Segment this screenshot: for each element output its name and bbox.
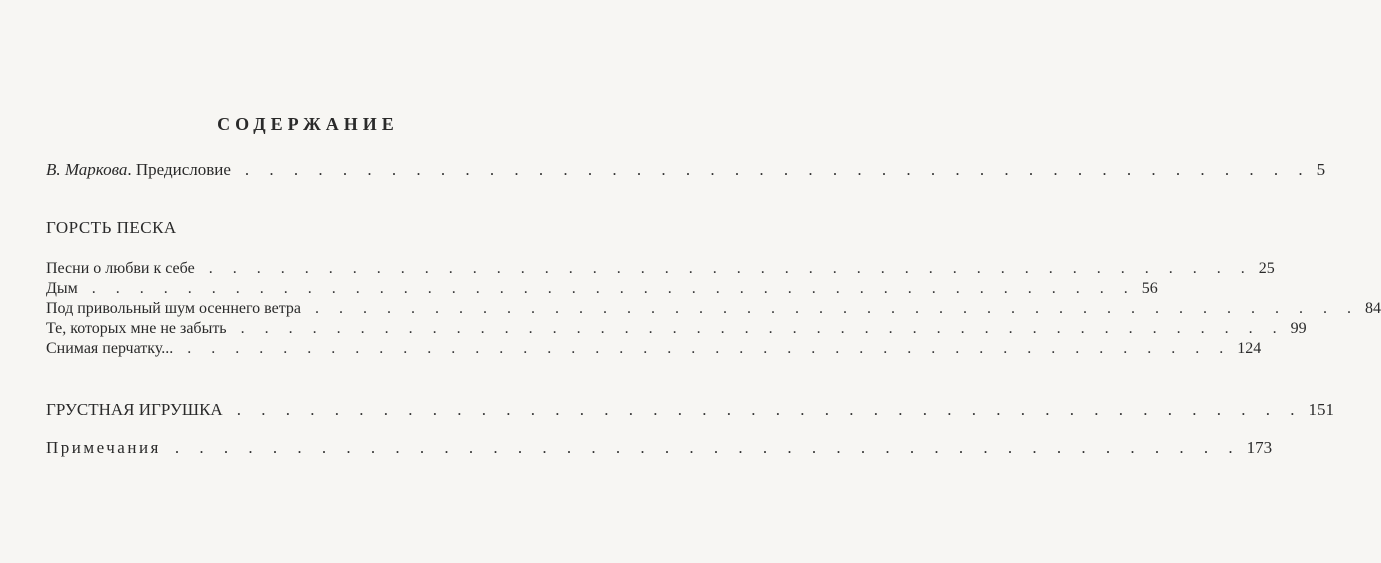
- toc-entry[interactable]: [46, 280, 1158, 300]
- toc-entry[interactable]: [46, 300, 1381, 320]
- toc-entry-label: Дым: [46, 280, 78, 297]
- toc-entry-page: 25: [1258, 260, 1275, 277]
- toc-entry-page: 84: [1365, 300, 1381, 317]
- preface-label: . Предисловие: [127, 160, 231, 179]
- toc-entry-page: 5: [1316, 160, 1326, 179]
- toc-entry-page: 56: [1141, 280, 1158, 297]
- toc-entry-label: Те, которых мне не забыть: [46, 320, 227, 337]
- leader-dots: . . . . . . . . . . . . . . . . . . . . . . . . . . . . . . . . . . . . . . . . . . . .: [244, 160, 1311, 179]
- leader-dots: . . . . . . . . . . . . . . . . . . . . . . . . . . . . . . . . . . . . . . . . . . . .: [236, 400, 1303, 419]
- toc-entry-grustnaya-igrushka[interactable]: [46, 400, 1334, 420]
- toc-title: СОДЕРЖАНИЕ: [217, 114, 399, 134]
- toc-entry[interactable]: [46, 260, 1275, 280]
- toc-entry-label: [46, 160, 231, 180]
- toc-entry-page: 151: [1308, 400, 1334, 419]
- toc-entry-label: Песни о любви к себе: [46, 260, 195, 277]
- toc-entry-label: Примечания: [46, 438, 161, 457]
- toc-entry-page: 173: [1246, 438, 1273, 457]
- toc-entry-label: ГРУСТНАЯ ИГРУШКА: [46, 400, 223, 419]
- leader-dots: . . . . . . . . . . . . . . . . . . . . . . . . . . . . . . . . . . . . . . . . . . . .: [315, 300, 1360, 317]
- toc-entry-label: Снимая перчатку...: [46, 340, 174, 357]
- toc-entry-preface[interactable]: [46, 160, 1326, 180]
- toc-entry-label: Под привольный шум осеннего ветра: [46, 300, 302, 317]
- toc-entry-notes[interactable]: [46, 438, 1273, 458]
- toc-entry[interactable]: [46, 320, 1307, 340]
- preface-author: В. Маркова: [46, 160, 128, 179]
- leader-dots: . . . . . . . . . . . . . . . . . . . . . . . . . . . . . . . . . . . . . . . . . . . .: [208, 260, 1253, 277]
- leader-dots: . . . . . . . . . . . . . . . . . . . . . . . . . . . . . . . . . . . . . . . . . . . .: [174, 438, 1241, 457]
- leader-dots: . . . . . . . . . . . . . . . . . . . . . . . . . . . . . . . . . . . . . . . . . . . .: [91, 280, 1136, 297]
- section-heading-gorst-peska: ГОРСТЬ ПЕСКА: [46, 218, 177, 237]
- toc-entry-page: 99: [1290, 320, 1307, 337]
- toc-entry[interactable]: [46, 340, 1262, 360]
- leader-dots: . . . . . . . . . . . . . . . . . . . . . . . . . . . . . . . . . . . . . . . . . . . .: [240, 320, 1285, 337]
- toc-entry-page: 124: [1237, 340, 1262, 357]
- leader-dots: . . . . . . . . . . . . . . . . . . . . . . . . . . . . . . . . . . . . . . . . . . . .: [187, 340, 1232, 357]
